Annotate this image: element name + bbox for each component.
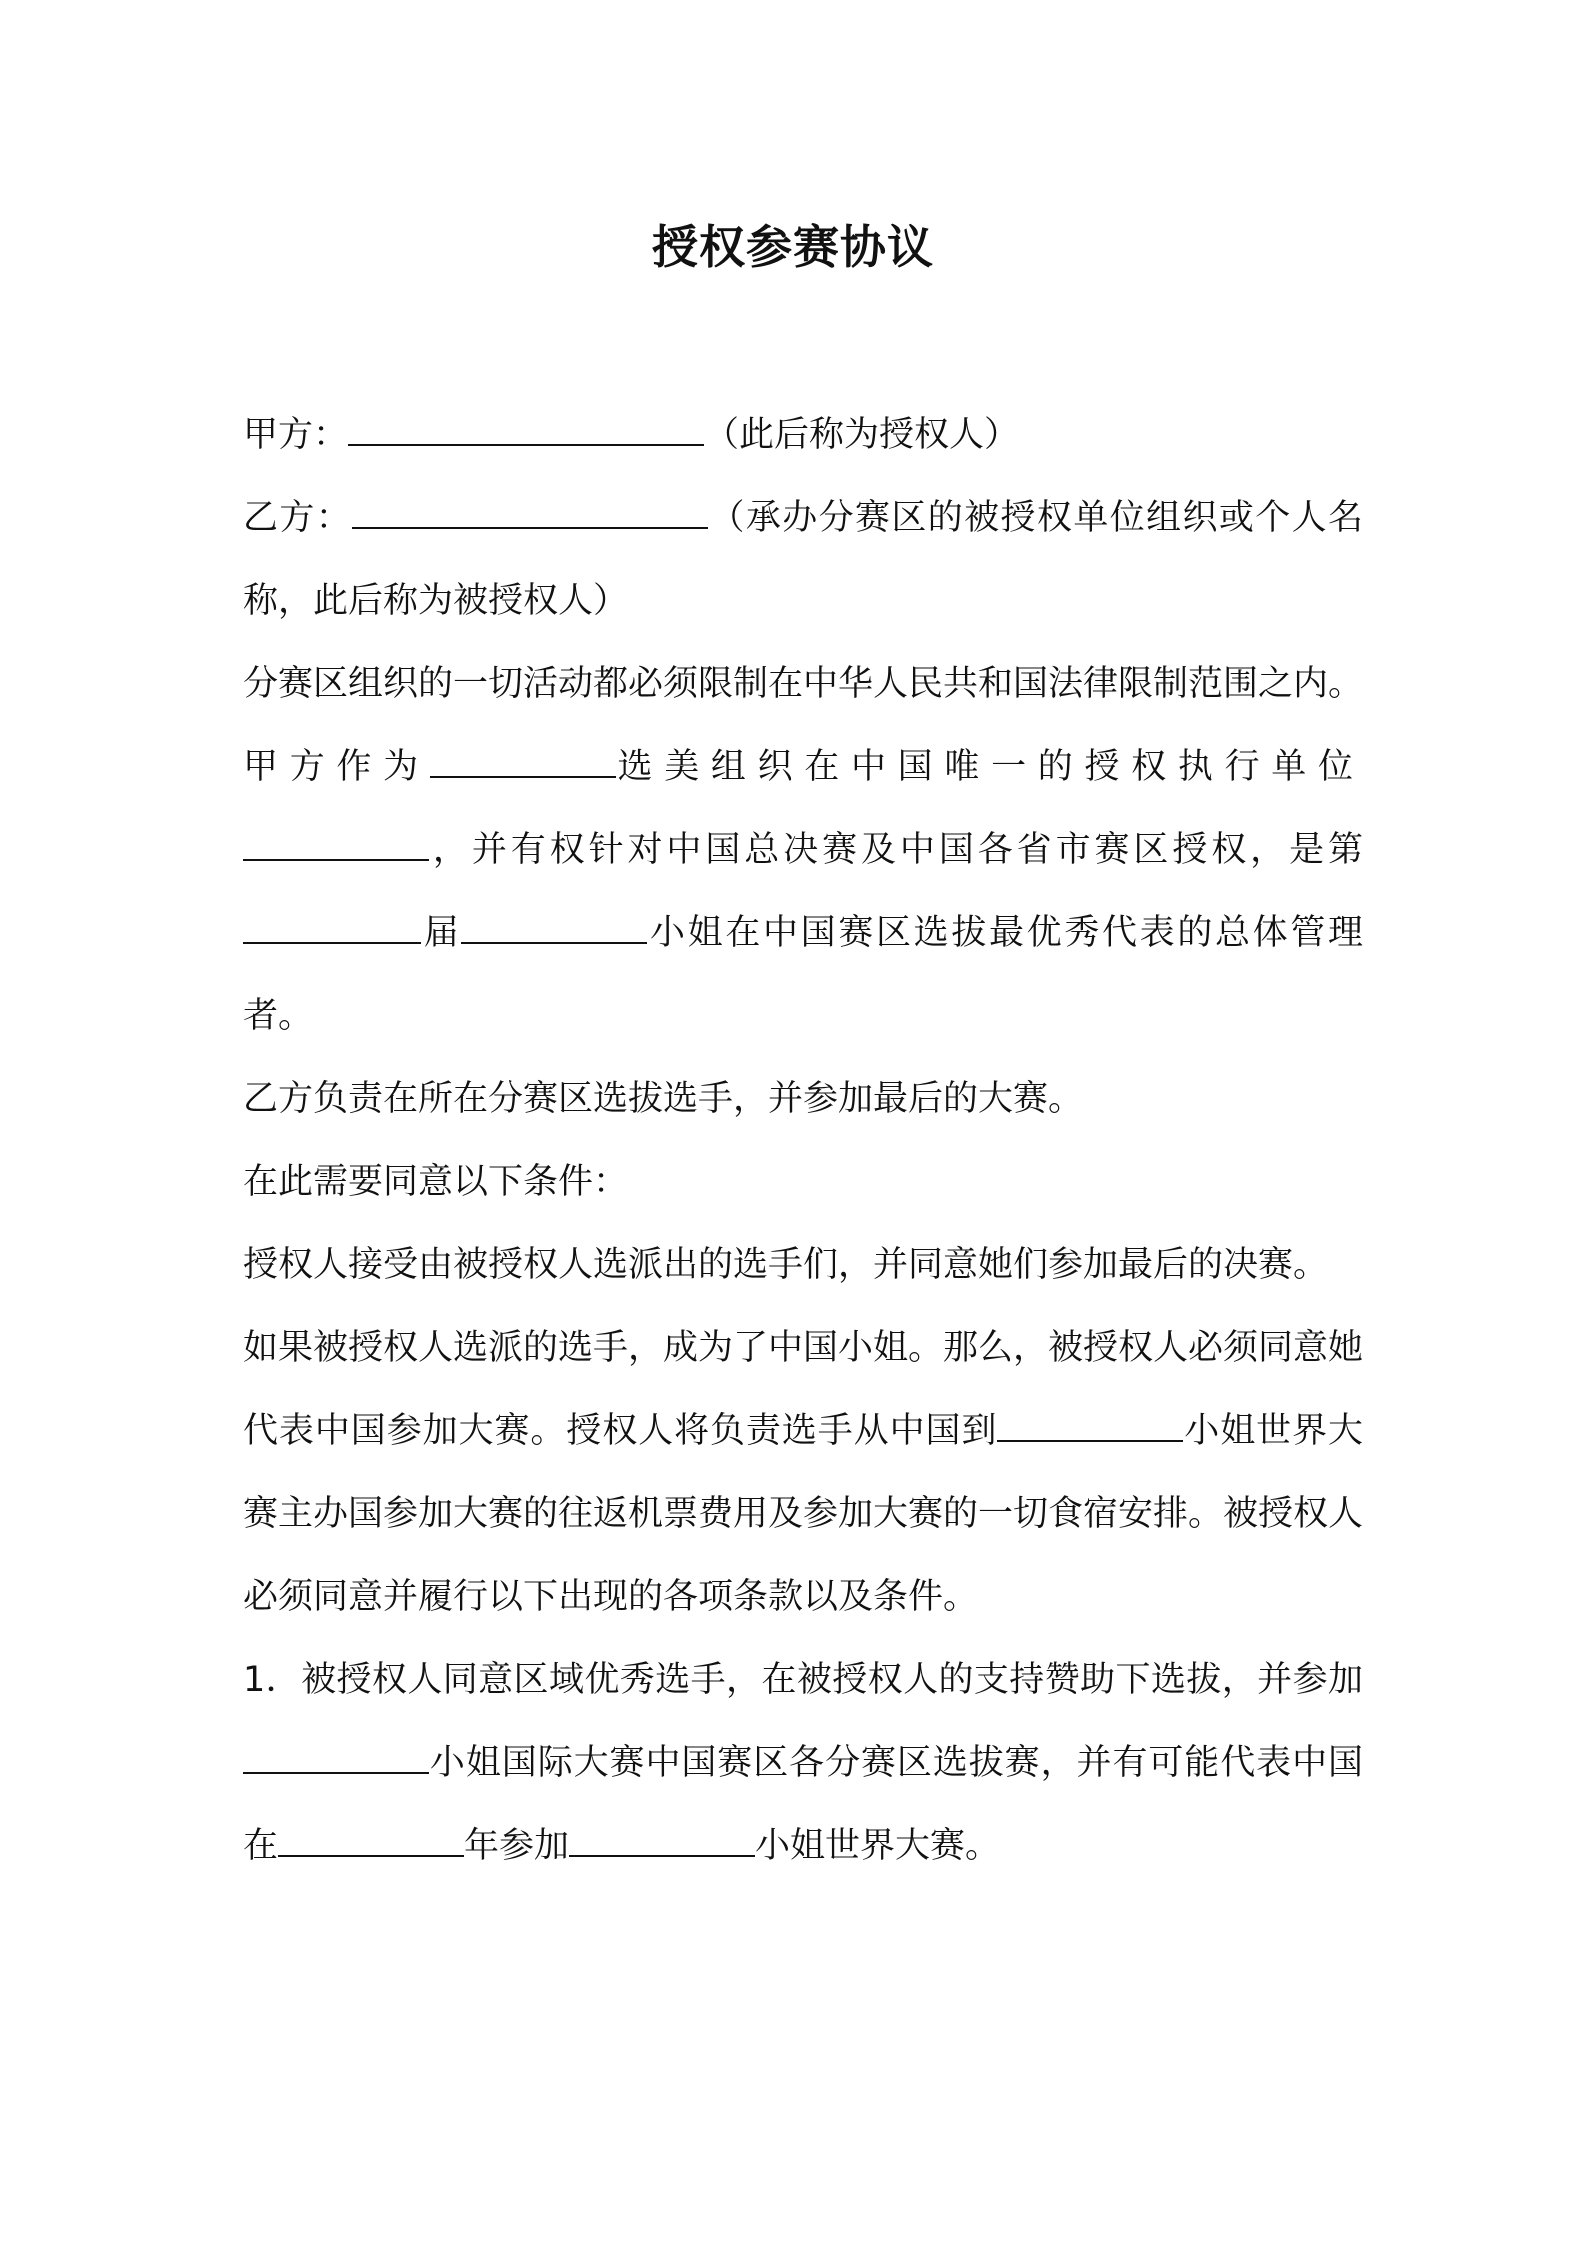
conditions-intro: 在此需要同意以下条件：: [243, 1162, 629, 1202]
party-a-note: （此后称为授权人）: [704, 415, 1020, 455]
winner-part1: 如果被授权人选派的选手，成为了中国小姐。那么，被授权人必须同意她代表中国参加大赛。授权人将负责选手从中国到: [243, 1328, 1364, 1451]
acceptance-paragraph: 授权人接受由被授权人选派出的选手们，并同意她们参加最后的决赛。: [243, 1245, 1329, 1285]
organization-blank: [430, 750, 616, 778]
party-b-blank: [352, 501, 708, 529]
world-contest-blank: [997, 1414, 1183, 1442]
party-a-role-part3: ，并有权针对中国总决赛及中国各省市赛区授权，是第: [429, 830, 1363, 870]
party-b-role-paragraph: 乙方负责在所在分赛区选拔选手，并参加最后的大赛。: [243, 1079, 1084, 1119]
party-a-role-part4: 届: [421, 913, 462, 953]
clause-1-part3: 年参加: [464, 1826, 570, 1866]
clause-1: [243, 1639, 1363, 1888]
world-contest-name-blank: [569, 1829, 755, 1857]
year-blank: [278, 1829, 464, 1857]
clause-1-part1: 1．被授权人同意区域优秀选手，在被授权人的支持赞助下选拔，并参加: [243, 1660, 1363, 1700]
session-number-blank: [243, 916, 421, 944]
contest-name-blank: [461, 916, 647, 944]
document-body: [243, 394, 1363, 1888]
executor-blank: [243, 833, 429, 861]
winner-part2: 小姐世界大赛主办国参加大赛的往返机票费用及参加大赛的一切食宿安排。被授权人必须同意并履行以下出现的各项条款以及条件。: [243, 1411, 1364, 1617]
party-a-role-part2: 选美组织在中国唯一的授权执行单位: [615, 747, 1363, 787]
party-a-blank: [348, 418, 704, 446]
party-a-label: 甲方：: [243, 415, 349, 455]
winner-paragraph: [243, 1307, 1363, 1639]
party-a-role-part5: 小姐在中国赛区选拔最优秀代表的总体管理者。: [243, 913, 1363, 1036]
clause-1-part4: 小姐世界大赛。: [755, 1826, 1001, 1866]
clause-1-part2: 小姐国际大赛中国赛区各分赛区选拔赛，并有可能代表中国在: [243, 1743, 1363, 1866]
party-b-line: [243, 477, 1363, 643]
document-title: 授权参赛协议: [652, 220, 934, 274]
scope-paragraph: 分赛区组织的一切活动都必须限制在中华人民共和国法律限制范围之内。: [243, 664, 1364, 704]
party-a-role-paragraph: [243, 726, 1363, 1058]
party-b-note: （承办分赛区的被授权单位组织或个人名称，此后称为被授权人）: [243, 498, 1363, 621]
party-b-label: 乙方：: [243, 498, 353, 538]
party-a-line: [243, 394, 1363, 477]
international-contest-blank: [243, 1746, 429, 1774]
party-a-role-part1: 甲方作为: [243, 747, 430, 787]
